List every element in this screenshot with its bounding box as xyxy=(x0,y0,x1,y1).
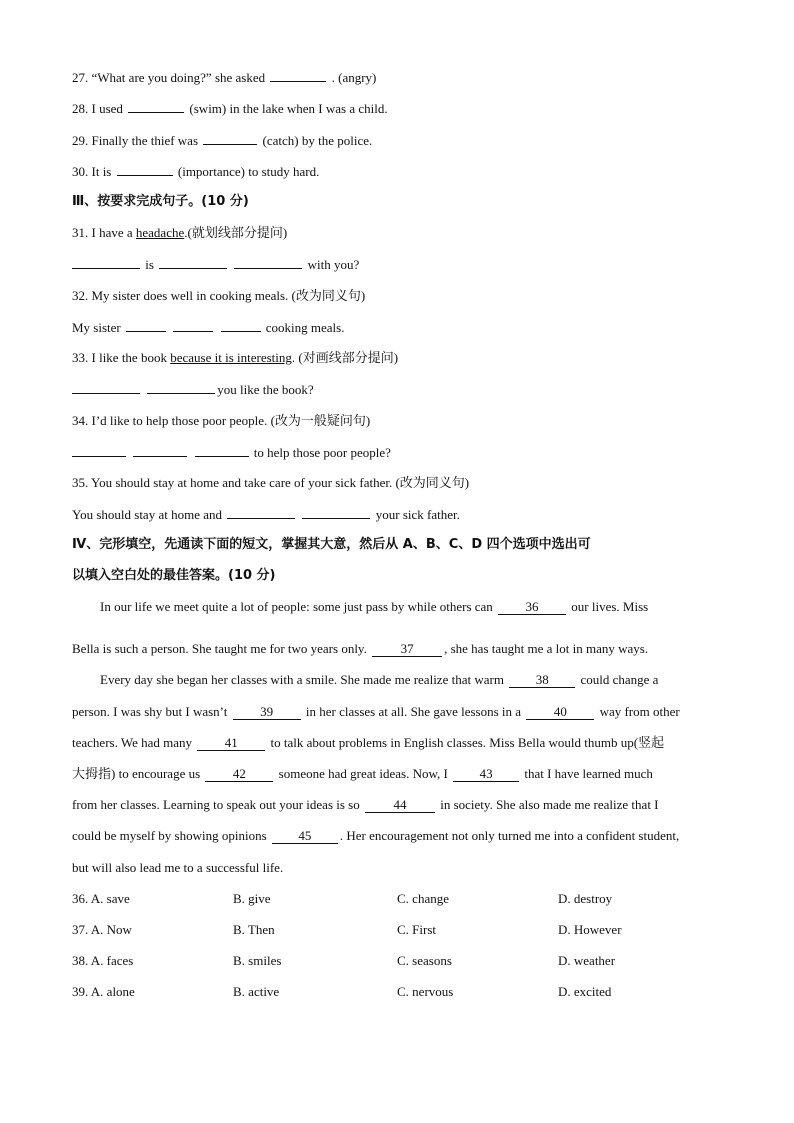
cloze-blank-45[interactable]: 45 xyxy=(272,829,338,844)
option-c[interactable]: C. change xyxy=(397,891,449,906)
answer-blank[interactable] xyxy=(72,381,140,394)
answer-blank[interactable] xyxy=(173,319,213,332)
cloze-blank-41[interactable]: 41 xyxy=(197,736,265,751)
option-d[interactable]: D. weather xyxy=(558,953,616,968)
passage-line: from her classes. Learning to speak out your ideas is so 44 in society. She also made me realize that I xyxy=(72,797,659,812)
question-34: 34. I’d like to help those poor people. (改为一般疑问句) xyxy=(72,413,371,428)
answer-blank[interactable] xyxy=(72,256,140,269)
answer-blank[interactable] xyxy=(126,319,166,332)
answer-line-31: is with you? xyxy=(72,256,359,273)
section-4-heading: Ⅳ、完形填空，先通读下面的短文，掌握其大意，然后从 A、B、C、D 四个选项中选出可 xyxy=(72,537,591,552)
section-4-heading-cont: 以填入空白处的最佳答案。(10 分) xyxy=(72,568,276,583)
answer-blank[interactable] xyxy=(270,69,326,82)
cloze-blank-43[interactable]: 43 xyxy=(453,767,519,782)
option-d[interactable]: D. However xyxy=(558,922,622,937)
answer-line-32: My sister cooking meals. xyxy=(72,320,345,335)
cloze-blank-38[interactable]: 38 xyxy=(509,673,575,688)
answer-line-35: You should stay at home and your sick father. xyxy=(72,507,460,522)
option-a[interactable]: 36. A. save xyxy=(72,891,130,906)
passage-line: could be myself by showing opinions 45 . Her encouragement not only turned me into a confident student, xyxy=(72,828,680,843)
passage-line: In our life we meet quite a lot of people: some just pass by while others can 36 our lives. Miss xyxy=(100,599,649,614)
option-d[interactable]: D. excited xyxy=(558,984,612,999)
section-3-heading: Ⅲ、按要求完成句子。(10 分) xyxy=(72,194,249,209)
answer-blank[interactable] xyxy=(117,163,173,176)
passage-line: person. I was shy but I wasn’t 39 in her classes at all. She gave lessons in a 40 way from other xyxy=(72,704,680,719)
answer-line-33: you like the book? xyxy=(72,381,314,398)
cloze-blank-37[interactable]: 37 xyxy=(372,642,442,657)
answer-blank[interactable] xyxy=(133,444,187,457)
question-30: 30. It is (importance) to study hard. xyxy=(72,164,320,179)
option-c[interactable]: C. nervous xyxy=(397,984,454,999)
option-b[interactable]: B. smiles xyxy=(233,953,282,968)
option-d[interactable]: D. destroy xyxy=(558,891,613,906)
option-c[interactable]: C. First xyxy=(397,922,437,937)
cloze-blank-44[interactable]: 44 xyxy=(365,798,435,813)
answer-blank[interactable] xyxy=(203,132,257,145)
question-28: 28. I used (swim) in the lake when I was a child. xyxy=(72,101,388,116)
question-29: 29. Finally the thief was (catch) by the police. xyxy=(72,133,373,148)
answer-blank[interactable] xyxy=(227,506,295,519)
option-b[interactable]: B. Then xyxy=(233,922,275,937)
passage-line: but will also lead me to a successful life. xyxy=(72,860,284,875)
question-33: 33. I like the book because it is interesting. (对画线部分提问) xyxy=(72,350,399,365)
answer-line-34: to help those poor people? xyxy=(72,444,391,461)
question-27: 27. “What are you doing?” she asked . (angry) xyxy=(72,70,377,85)
answer-blank[interactable] xyxy=(128,100,184,113)
option-b[interactable]: B. give xyxy=(233,891,271,906)
passage-line: Every day she began her classes with a smile. She made me realize that warm 38 could change a xyxy=(100,672,659,687)
option-a[interactable]: 37. A. Now xyxy=(72,922,132,937)
question-31: 31. I have a headache.(就划线部分提问) xyxy=(72,225,288,240)
cloze-blank-40[interactable]: 40 xyxy=(526,705,594,720)
answer-blank[interactable] xyxy=(234,256,302,269)
cloze-blank-39[interactable]: 39 xyxy=(233,705,301,720)
question-35: 35. You should stay at home and take care of your sick father. (改为同义句) xyxy=(72,475,470,490)
answer-blank[interactable] xyxy=(195,444,249,457)
cloze-blank-36[interactable]: 36 xyxy=(498,600,566,615)
option-c[interactable]: C. seasons xyxy=(397,953,452,968)
option-a[interactable]: 38. A. faces xyxy=(72,953,134,968)
answer-blank[interactable] xyxy=(147,381,215,394)
passage-line: 大拇指) to encourage us 42 someone had great ideas. Now, I 43 that I have learned much xyxy=(72,766,653,781)
passage-line: Bella is such a person. She taught me for two years only. 37 , she has taught me a lot in many ways. xyxy=(72,641,649,656)
cloze-blank-42[interactable]: 42 xyxy=(205,767,273,782)
option-a[interactable]: 39. A. alone xyxy=(72,984,135,999)
answer-blank[interactable] xyxy=(159,256,227,269)
answer-blank[interactable] xyxy=(302,506,370,519)
option-b[interactable]: B. active xyxy=(233,984,280,999)
passage-line: teachers. We had many 41 to talk about problems in English classes. Miss Bella would thumb up(竖起 xyxy=(72,735,665,750)
question-32: 32. My sister does well in cooking meals. (改为同义句) xyxy=(72,288,366,303)
answer-blank[interactable] xyxy=(221,319,261,332)
answer-blank[interactable] xyxy=(72,444,126,457)
